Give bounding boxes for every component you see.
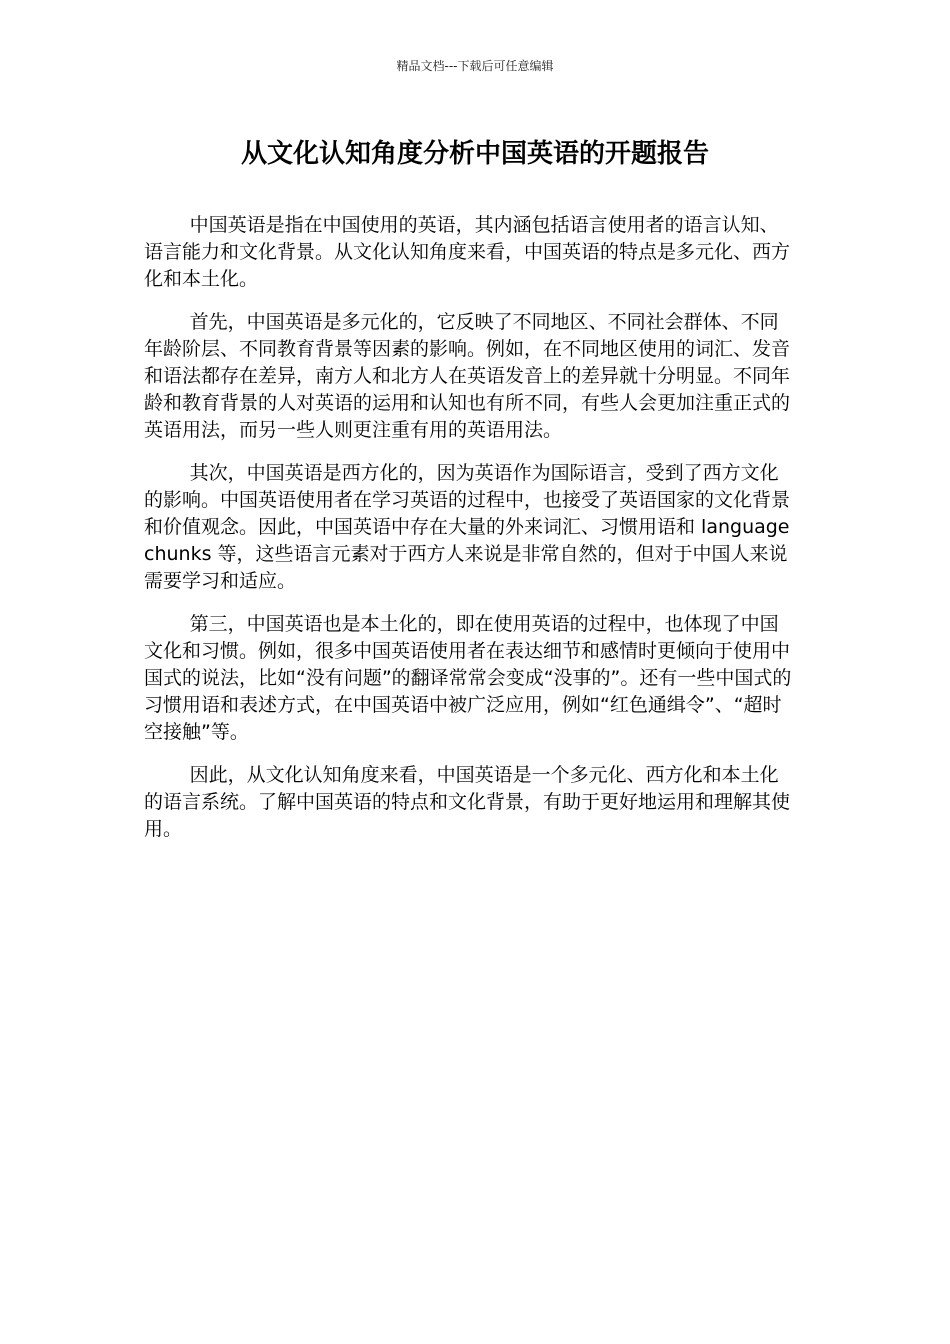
paragraph-2: 首先，中国英语是多元化的，它反映了不同地区、不同社会群体、不同年龄阶层、不同教育背景等因素的影响。例如，在不同地区使用的词汇、发音和语法都存在差异，南方人和北方人在英语发音上的差异就十分明显。不同年龄和教育背景的人对英语的运用和认知也有所不同，有些人会更加注重正式的英语用法，而另一些人则更注重有用的英语用法。 <box>144 311 791 441</box>
paragraph-4: 第三，中国英语也是本土化的，即在使用英语的过程中，也体现了中国文化和习惯。例如，很多中国英语使用者在表达细节和感情时更倾向于使用中国式的说法，比如“没有问题”的翻译常常会变成“没事的”。还有一些中国式的习惯用语和表述方式，在中国英语中被广泛应用，例如“红色通缉令”、“超时空接触”等。 <box>144 613 792 743</box>
document-body <box>144 212 792 859</box>
paragraph-1: 中国英语是指在中国使用的英语，其内涵包括语言使用者的语言认知、语言能力和文化背景。从文化认知角度来看，中国英语的特点是多元化、西方化和本土化。 <box>144 214 791 290</box>
paragraph-5: 因此，从文化认知角度来看，中国英语是一个多元化、西方化和本土化的语言系统。了解中国英语的特点和文化背景，有助于更好地运用和理解其使用。 <box>144 764 791 840</box>
header-note: 精品文档---下载后可任意编辑 <box>396 59 554 73</box>
paragraph-3: 其次，中国英语是西方化的，因为英语作为国际语言，受到了西方文化的影响。中国英语使用者在学习英语的过程中，也接受了英语国家的文化背景和价值观念。因此，中国英语中存在大量的外来词汇、习惯用语和 language chunks 等，这些语言元素对于西方人来说是非常自然的，但对于中国人来说需要学习和适应。 <box>144 462 791 592</box>
document-title: 从文化认知角度分析中国英语的开题报告 <box>240 139 709 169</box>
